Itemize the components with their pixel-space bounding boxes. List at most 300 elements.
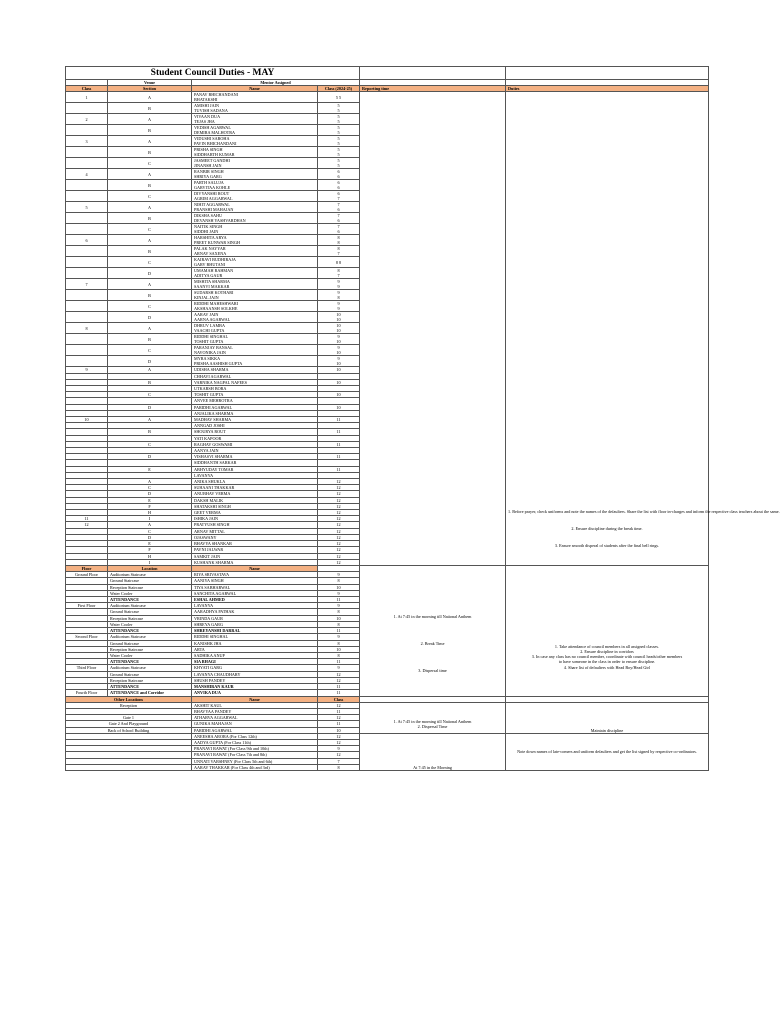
- year-line: 9: [337, 290, 340, 296]
- year-cell: [318, 213, 360, 224]
- year-cell: 12: [318, 739, 360, 745]
- name-cell: ARNAV MITTAL: [192, 528, 318, 534]
- name-line: SIDDHI JAIN: [194, 229, 219, 235]
- section-cell: I: [108, 559, 192, 565]
- floor-reporting-item: 3. Dispersal time: [418, 668, 447, 674]
- name-line: AKSHAANSH SOLKHE: [194, 306, 238, 312]
- year-line: 8: [337, 268, 340, 274]
- class-cell: 4: [66, 169, 108, 180]
- class-cell: [66, 158, 108, 169]
- year-line: 6: [337, 229, 340, 235]
- year-cell: 11: [318, 721, 360, 727]
- year-line: 7: [337, 213, 340, 219]
- section-cell: C: [108, 441, 192, 447]
- year-cell: 7: [318, 758, 360, 764]
- class-cell: [66, 125, 108, 136]
- year-line: 9: [337, 334, 340, 340]
- name-cell: ARTA: [192, 646, 318, 652]
- location-cell: Auditorium Staircase: [108, 634, 192, 640]
- name-cell: SADHIKA ANUP: [192, 652, 318, 658]
- name-line: SAANVI MAKKAR: [194, 284, 230, 290]
- location-heading: Location: [108, 565, 192, 571]
- section-cell: A: [108, 136, 192, 147]
- name-line: TEJAS JHA: [194, 119, 215, 125]
- floor-reporting-cell: [360, 565, 506, 696]
- name-cell: [192, 235, 318, 246]
- class-cell: [66, 213, 108, 224]
- name-cell: ANIKA SHUKLA: [192, 479, 318, 485]
- name-cell: LAVANYA CHAUDHARY: [192, 671, 318, 677]
- spacer: [508, 109, 706, 509]
- name-cell: [192, 224, 318, 235]
- location-cell: Reception Staircase: [108, 584, 192, 590]
- spacer: [508, 592, 706, 644]
- floor-cell: Third Floor: [66, 665, 108, 671]
- year-line: 5: [337, 119, 340, 125]
- page-title: Student Council Duties - MAY: [66, 67, 360, 80]
- section-cell: B: [108, 290, 192, 301]
- year-cell: 8: [318, 640, 360, 646]
- name-cell: SHATAKSHI SINGH: [192, 503, 318, 509]
- name-cell: [192, 279, 318, 290]
- year-line: 10: [336, 317, 341, 323]
- name-cell: [192, 323, 318, 334]
- section-cell: F: [108, 503, 192, 509]
- floor-heading: Floor: [66, 565, 108, 571]
- name-cell: [192, 301, 318, 312]
- section-cell: H: [108, 553, 192, 559]
- class-cell: [66, 224, 108, 235]
- name-line: NAITIK SINGH: [194, 224, 223, 230]
- name-cell: [192, 191, 318, 202]
- class-reporting-cell: [360, 92, 506, 566]
- year-cell: 9: [318, 746, 360, 752]
- class-row: [66, 92, 709, 103]
- section-heading: Section: [108, 86, 192, 92]
- year-cell: [318, 257, 360, 268]
- location-cell: Gate 1: [66, 715, 192, 721]
- year-cell: 10: [318, 379, 360, 385]
- year-cell: 11: [318, 441, 360, 447]
- section-cell: B: [108, 334, 192, 345]
- name-cell: [192, 114, 318, 125]
- year-line: 5: [337, 163, 340, 169]
- year-cell: 10: [318, 367, 360, 373]
- name-cell: [192, 312, 318, 323]
- class-cell: [66, 191, 108, 202]
- year-cell: [318, 180, 360, 191]
- name-cell: LAVANYA: [192, 603, 318, 609]
- floor-cell: First Floor: [66, 603, 108, 609]
- section-cell: A: [108, 235, 192, 246]
- year-line: 9: [337, 345, 340, 351]
- name-cell: SHREYA GARG: [192, 621, 318, 627]
- year-cell: 10: [318, 646, 360, 652]
- class-duty-item: 3. Ensure smooth disperal of students after the final bell rings.: [554, 543, 660, 549]
- year-line: 6: [337, 185, 340, 191]
- year-line: 6: [337, 207, 340, 213]
- name-cell: MANSHIRAN KAUR: [192, 684, 318, 690]
- name-cell: VARNIKA NAGPAL NAFEES: [192, 379, 318, 385]
- section-cell: A: [108, 279, 192, 290]
- location-cell: Reception Staircase: [108, 615, 192, 621]
- year-cell: [318, 334, 360, 345]
- year-line: 10: [336, 312, 341, 318]
- class-cell: [66, 268, 108, 279]
- year-line: 9: [337, 356, 340, 362]
- name-line: ARNAV SAXENA: [194, 251, 227, 257]
- name-cell: SHOURYA ROUT: [192, 429, 318, 435]
- mentor-heading: Mentor Assigned: [192, 80, 360, 86]
- name-cell: UDISHA SHARMA: [192, 367, 318, 373]
- year-line: 7: [337, 196, 340, 202]
- duty-table: [65, 66, 780, 771]
- section-cell: C: [108, 158, 192, 169]
- year-cell: 12: [318, 497, 360, 503]
- name-line: RANBIR SINGH: [194, 169, 224, 175]
- name-line: PRANSHI MAHAJAN: [194, 207, 234, 213]
- name-cell: [192, 103, 318, 114]
- name-line: PARTH SALUJA: [194, 180, 224, 186]
- year-cell: [318, 224, 360, 235]
- year-cell: 12: [318, 702, 360, 708]
- floor-reporting-item: 2. Break Time: [420, 641, 445, 647]
- year-line: 9: [337, 301, 340, 307]
- year-cell: 12: [318, 541, 360, 547]
- floor-cell: Fourth Floor: [66, 690, 108, 696]
- location-cell: Reception Staircase: [108, 677, 192, 683]
- name-cell: SIDDHANTH SARKAR: [192, 460, 318, 466]
- name-cell: [192, 92, 318, 103]
- name-line: VEDISH AGARWAL: [194, 125, 231, 131]
- name-cell: [192, 158, 318, 169]
- class-cell: 5: [66, 202, 108, 213]
- year-cell: 8: [318, 652, 360, 658]
- name-cell: [192, 202, 318, 213]
- name-heading: Name: [192, 696, 318, 702]
- name-cell: VRINDA GAUR: [192, 615, 318, 621]
- section-cell: C: [108, 257, 192, 268]
- year-line: 8: [337, 246, 340, 252]
- year-cell: 10: [318, 404, 360, 410]
- section-cell: B: [108, 379, 192, 385]
- name-line: AARAV JAIN: [194, 312, 219, 318]
- year-cell: 12: [318, 559, 360, 565]
- year-line: 5: [337, 108, 340, 114]
- class-duty-item: 2. Ensure discipline during the break time.: [571, 526, 643, 532]
- name-cell: PARIDHI AGARWAL: [192, 727, 318, 733]
- name-cell: AANIYA SINGH: [192, 578, 318, 584]
- name-cell: ATHARVA AGGARWAL: [192, 715, 318, 721]
- floor-duty-item: to have someone in the class in order to ensure discipline.: [558, 659, 656, 665]
- year-line: 7: [337, 202, 340, 208]
- name-cell: [192, 257, 318, 268]
- name-line: UMAMAH RAHMAN: [194, 268, 234, 274]
- section-cell: C: [108, 224, 192, 235]
- year-cell: 12: [318, 485, 360, 491]
- name-cell: ANUBHAV VERMA: [192, 491, 318, 497]
- year-cell: 11: [318, 708, 360, 714]
- class-cell: [66, 257, 108, 268]
- name-line: KINJAL JAIN: [194, 295, 219, 301]
- name-cell: BHAVYAA PANDEY: [192, 708, 318, 714]
- section-cell: D: [108, 312, 192, 323]
- section-cell: A: [108, 367, 192, 373]
- year-line: 10: [336, 350, 341, 356]
- duty-sheet: [65, 66, 780, 771]
- year-line: 6: [337, 180, 340, 186]
- name-cell: SANCHITA AGARWAL: [192, 590, 318, 596]
- year-cell: [318, 191, 360, 202]
- year-cell: 12: [318, 671, 360, 677]
- year-line: 10: [336, 328, 341, 334]
- name-line: BHATAKSHI: [194, 97, 218, 103]
- section-cell: A: [108, 479, 192, 485]
- name-line: PAVIN BHICHANDANI: [194, 141, 237, 147]
- year-cell: 9: [318, 665, 360, 671]
- section-cell: D: [108, 491, 192, 497]
- name-cell: SUHAANI THAKKAR: [192, 485, 318, 491]
- section-cell: A: [108, 323, 192, 334]
- name-line: PREET KUNWAR SINGH: [194, 240, 240, 246]
- name-line: GARVITAA KOHLE: [194, 185, 231, 191]
- section-cell: A: [108, 522, 192, 528]
- name-cell: MADHAV SHARMA: [192, 417, 318, 423]
- name-line: AMISHI JAIN: [194, 103, 220, 109]
- name-line: DHRUV LAMBA: [194, 323, 225, 329]
- section-cell: D: [108, 534, 192, 540]
- name-line: DEMIRA MALHOTRA: [194, 130, 236, 136]
- section-cell: A: [108, 92, 192, 103]
- name-cell: [192, 356, 318, 367]
- year-line: 8: [337, 235, 340, 241]
- name-heading: Name: [192, 86, 318, 92]
- name-line: SHRIYA GARG: [194, 174, 222, 180]
- class-cell: 6: [66, 235, 108, 246]
- year-line: 6: [337, 191, 340, 197]
- year-cell: [318, 235, 360, 246]
- year-cell: [318, 345, 360, 356]
- class-cell: [66, 246, 108, 257]
- name-cell: [192, 180, 318, 191]
- section-cell: D: [108, 268, 192, 279]
- name-cell: [192, 334, 318, 345]
- year-line: 5: [337, 125, 340, 131]
- year-cell: [318, 279, 360, 290]
- name-cell: [192, 125, 318, 136]
- name-cell: ANVIKA DUA: [192, 690, 318, 696]
- name-cell: ANEESHA ARORA (For Class 12th): [192, 733, 318, 739]
- name-line: JINANSH JAIN: [194, 163, 222, 169]
- year-line: 5: [337, 103, 340, 109]
- location-cell: Ground Staircase: [108, 640, 192, 646]
- name-line: VIVAAN DUA: [194, 114, 221, 120]
- name-line: AARNA AGARWAL: [194, 317, 231, 323]
- name-line: DEVANSH YASHVARDHAN: [194, 218, 246, 224]
- location-cell: ATTENDANCE: [108, 597, 192, 603]
- name-cell: PRANAVI RAWAT (For Class 9th and 10th): [192, 746, 318, 752]
- year-line: 8: [337, 240, 340, 246]
- name-cell: BHAVYA SHANKAR: [192, 541, 318, 547]
- class-cell: [66, 301, 108, 312]
- year-line: 7: [337, 251, 340, 257]
- section-cell: C: [108, 191, 192, 202]
- year-line: 5: [337, 158, 340, 164]
- year-line: 7: [337, 273, 340, 279]
- spacer: [362, 566, 503, 614]
- year-cell: 10: [318, 392, 360, 398]
- year-line: 5: [337, 152, 340, 158]
- section-cell: C: [108, 485, 192, 491]
- venue-heading: Venue: [108, 80, 192, 86]
- name-cell: RIDDHI SINGHAL: [192, 634, 318, 640]
- name-line: SUDARSH KOTHARI: [194, 290, 234, 296]
- year-cell: 12: [318, 553, 360, 559]
- name-cell: AARAV THAKKAR (For Class 4th and 3rd): [192, 764, 318, 770]
- name-cell: ESHAL AHMED: [192, 597, 318, 603]
- name-line: ADITYA GAUR: [194, 273, 223, 279]
- year-line: 5: [337, 141, 340, 147]
- class-heading: Class: [318, 696, 360, 702]
- class-cell: [66, 356, 108, 367]
- location-cell: Water Cooler: [108, 621, 192, 627]
- name-cell: [192, 290, 318, 301]
- location-cell: ATTENDANCE: [108, 628, 192, 634]
- year-cell: [318, 125, 360, 136]
- name-cell: SAMKIT JAIN: [192, 553, 318, 559]
- name-cell: ANNGAD JOSHI: [192, 423, 318, 429]
- name-cell: SIA BHAGI: [192, 659, 318, 665]
- year-cell: [318, 169, 360, 180]
- name-line: RIDDHI MAHESHWARI: [194, 301, 239, 307]
- location-cell: Auditorium Staircase: [108, 665, 192, 671]
- floor-duties-cell: [506, 565, 709, 696]
- floor-duty-item: 3. In case any class has no council member, coordinate with council heads/other members: [531, 654, 683, 660]
- year-cell: [318, 268, 360, 279]
- name-cell: [192, 268, 318, 279]
- name-cell: [192, 136, 318, 147]
- section-cell: E: [108, 497, 192, 503]
- section-cell: C: [108, 528, 192, 534]
- year-cell: 12: [318, 547, 360, 553]
- year-cell: [318, 301, 360, 312]
- section-cell: A: [108, 114, 192, 125]
- year-cell: 9: [318, 634, 360, 640]
- year-cell: 12: [318, 491, 360, 497]
- class-cell: 7: [66, 279, 108, 290]
- name-cell: TIYA SABHARWAL: [192, 584, 318, 590]
- name-line: TOSHIT GUPTA: [194, 339, 224, 345]
- name-cell: GUNIKA MAHAJAN: [192, 721, 318, 727]
- year-cell: 11: [318, 429, 360, 435]
- year-cell: [318, 147, 360, 158]
- class-cell: 10: [66, 417, 108, 423]
- section-cell: D: [108, 404, 192, 410]
- name-cell: RAGHAV GOSWAMI: [192, 441, 318, 447]
- section-cell: C: [108, 345, 192, 356]
- year-line: 5: [337, 114, 340, 120]
- section-cell: D: [108, 356, 192, 367]
- name-cell: SHUSH PANDEY: [192, 677, 318, 683]
- year-cell: [318, 92, 360, 103]
- class-cell: 12: [66, 522, 108, 528]
- year-cell: [318, 290, 360, 301]
- year-cell: 12: [318, 534, 360, 540]
- year-cell: 11: [318, 659, 360, 665]
- location-cell: Ground Staircase: [108, 578, 192, 584]
- class-cell: 11: [66, 516, 108, 522]
- section-cell: B: [108, 246, 192, 257]
- year-line: 6: [337, 218, 340, 224]
- name-line: PANAV BHICHANDANI: [194, 92, 239, 98]
- location-cell: Reception: [66, 702, 192, 708]
- name-cell: OJASWANY: [192, 534, 318, 540]
- name-cell: ISHIKA JAIN: [192, 516, 318, 522]
- year-line: 6: [337, 174, 340, 180]
- year-cell: 11: [318, 690, 360, 696]
- year-cell: 12: [318, 510, 360, 516]
- year-cell: 12: [318, 733, 360, 739]
- class-cell: 8: [66, 323, 108, 334]
- name-heading: Name: [192, 565, 318, 571]
- name-cell: GEET VERMA: [192, 510, 318, 516]
- other-reporting-item: 1. At 7:45 in the morning till National Anthem: [393, 718, 472, 724]
- name-line: NAVONIKA JAIN: [194, 350, 226, 356]
- year-line: 5 5: [335, 94, 342, 100]
- name-cell: SHREYANSHI DARRAL: [192, 628, 318, 634]
- name-line: AGRIM AGGARWAL: [194, 196, 233, 202]
- year-cell: 8: [318, 621, 360, 627]
- name-cell: DAKSH MALIK: [192, 497, 318, 503]
- class-cell: [66, 312, 108, 323]
- name-cell: CHHAVI AGARWAL: [192, 373, 318, 379]
- section-cell: C: [108, 392, 192, 398]
- class-year-heading: Class (2024-25): [318, 86, 360, 92]
- name-cell: YATI KAPOOR: [192, 435, 318, 441]
- class-cell: 2: [66, 114, 108, 125]
- location-cell: ATTENDANCE: [108, 684, 192, 690]
- spacer: [362, 707, 503, 719]
- name-cell: AARADHYA PATHAK: [192, 609, 318, 615]
- name-cell: UNNATI VARSHNEY (For Class 5th and 6th): [192, 758, 318, 764]
- location-cell: Ground Staircase: [108, 671, 192, 677]
- late-reporting-cell: At 7:45 in the Morning: [360, 733, 506, 770]
- blank-cell: [66, 764, 192, 770]
- section-cell: A: [108, 202, 192, 213]
- year-line: 5: [337, 147, 340, 153]
- year-cell: 10: [318, 727, 360, 733]
- year-cell: 11: [318, 454, 360, 460]
- year-line: 5: [337, 130, 340, 136]
- year-cell: 11: [318, 466, 360, 472]
- year-line: 8 8: [335, 259, 342, 265]
- name-cell: PARIDHI AGARWAL: [192, 404, 318, 410]
- section-cell: A: [108, 417, 192, 423]
- name-cell: [192, 213, 318, 224]
- name-line: NIHIT AGGARWAL: [194, 202, 230, 208]
- name-line: GARV BHUTANI: [194, 262, 226, 268]
- year-cell: [318, 114, 360, 125]
- class-cell: [66, 334, 108, 345]
- other-location-heading: Other Locations: [66, 696, 192, 702]
- name-cell: KANISHK JHA: [192, 640, 318, 646]
- location-cell: Back of School Building: [66, 727, 192, 733]
- section-cell: C: [108, 301, 192, 312]
- name-cell: AKSHIT KAUL: [192, 702, 318, 708]
- floor-duty-item: 4. Share list of defaulters with Head Boy/Head Girl: [563, 664, 651, 670]
- class-cell: [66, 147, 108, 158]
- year-cell: 11: [318, 597, 360, 603]
